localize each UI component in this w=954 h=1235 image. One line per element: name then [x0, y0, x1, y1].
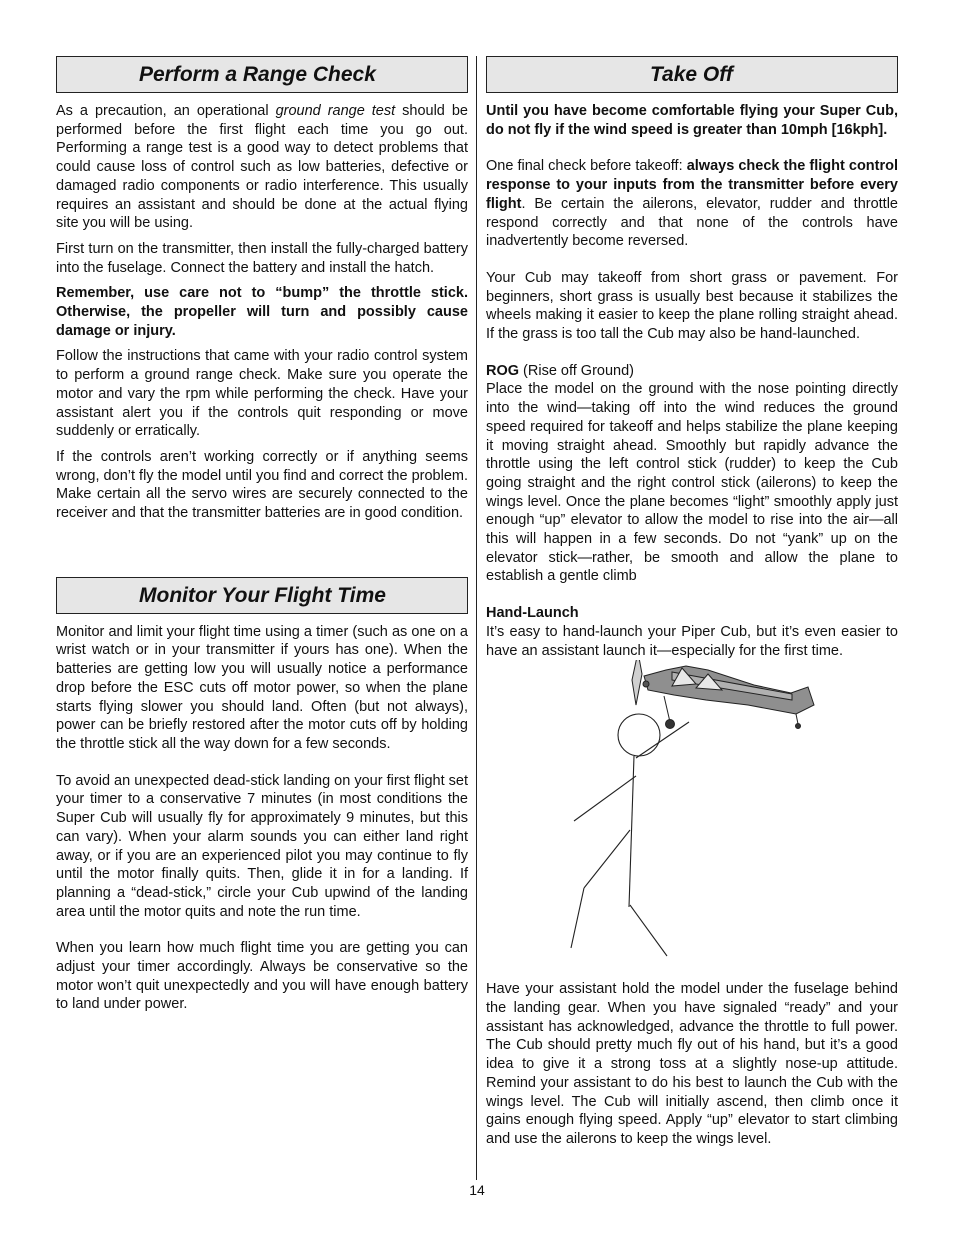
flight-time-adjust: When you learn how much flight time you are getting you can adjust your timer accordingly. Always be conservative so the motor won’t quit unexpectedly and you will have enough battery to land under power. — [56, 940, 468, 1013]
page-number: 14 — [469, 1182, 485, 1198]
rog-heading: ROG (Rise off Ground) — [486, 362, 635, 379]
range-check-step1: First turn on the transmitter, then install the fully-charged battery into the fuselage. Connect the battery and install the hatch. — [56, 240, 468, 276]
range-check-troubleshoot: If the controls aren’t working correctly or if anything seems wrong, don’t fly the model until you find and correct the problem. Make certain all the servo wires are securely connected to the receiver and that the transmitter batteries are in good condition. — [56, 448, 468, 522]
figure-right-leg — [630, 905, 667, 956]
takeoff-surface: Your Cub may takeoff from short grass or pavement. For beginners, short grass is usually best because it stabilizes the wheels making it easier to keep the plane rolling straight ahead. If the grass is too tall the Cub may also be hand-launched. — [486, 269, 898, 343]
hand-launch-illustration — [486, 660, 898, 980]
wind-warning: Until you have become comfortable flying your Super Cub, do not fly if the wind speed is greater than 10mph [16kph]. — [486, 103, 898, 138]
flight-time-intro: Monitor and limit your flight time using a timer (such as one on a wrist watch or in your transmitter if yours has one). When the batteries are getting low you will usually notice a performance drop before the ESC cuts off motor power, so when the plane starts flying slower you should land. Often (but not always), power can be briefly restored after the motor cuts off by holding the throttle stick all the way down for a few seconds. — [56, 623, 468, 752]
figure-right-arm — [636, 722, 689, 758]
take-off-heading: Take Off — [486, 56, 898, 93]
assistant-launch-instructions: Have your assistant hold the model under the fuselage behind the landing gear. When you have signaled “ready” and your assistant has acknowledged, advance the throttle to full power. The Cub should pretty much fly out of his hand, but it’s a good idea to give it a strong toss at a slightly nose-up attitude. Remind your assistant to do his best to launch the Cub with the wings level. The Cub will initially ascend, then climb once it gains enough flying speed. Apply “up” elevator to start climbing and use the ailerons to keep the wings level. — [486, 981, 898, 1147]
range-check-intro: As a precaution, an operational ground range test should be performed before the first flight each time you go out. Performing a range test is a good way to detect problems that could cause loss of control such as low batteries, defective or damaged radio components or radio interference. This usually requires an assistant and should be done at the actual flying site you will be using. — [56, 103, 468, 232]
rog-instructions: Place the model on the ground with the nose pointing directly into the wind—taking off into the wind reduces the ground speed required for takeoff and helps stabilize the plane keeping it moving straight ahead. Smoothly but rapidly advance the throttle using the left control stick (rudder) to keep the Cub going straight and the right control stick (ailerons) to keep the wings level. Once the plane becomes “light” smoothly apply just enough “up” elevator to allow the model to rise into the air—all this will happen in a few seconds. Do not “yank” up on the elevator stick—rather, be smooth and allow the plane to establish a gentle climb — [486, 381, 898, 585]
final-check: One final check before takeoff: always check the flight control response to your inputs from the transmitter before every flight. Be certain the ailerons, elevator, rudder and throttle respond correctly and that none of the controls have inadvertently become reversed. — [486, 158, 899, 250]
figure-left-arm — [574, 776, 636, 821]
range-check-procedure: Follow the instructions that came with your radio control system to perform a ground range check. Make sure you operate the motor and vary the rpm while performing the check. Have your assistant alert you if the controls quit responding or move suddenly or erratically. — [56, 348, 468, 440]
range-check-heading: Perform a Range Check — [56, 56, 468, 93]
right-column — [486, 56, 898, 1149]
flight-time-heading: Monitor Your Flight Time — [56, 577, 468, 614]
piper-cub-airplane — [632, 660, 814, 729]
figure-left-upper-leg — [584, 830, 630, 888]
throttle-warning: Remember, use care not to “bump” the throttle stick. Otherwise, the propeller will turn and possibly cause damage or injury. — [56, 285, 468, 339]
left-column — [56, 56, 468, 1014]
stick-figure-launch-drawing — [486, 660, 898, 980]
column-divider — [476, 56, 477, 1180]
figure-left-lower-leg — [571, 888, 584, 948]
hand-launch-heading: Hand-Launch — [486, 605, 579, 622]
figure-head — [618, 714, 660, 756]
flight-time-deadstick: To avoid an unexpected dead-stick landing on your first flight set your timer to a conservative 7 minutes (in most conditions the Super Cub will usually fly for approximately 9 minutes, but this can vary). When your alarm sounds you can either land right away, or if you are an experienced pilot you may continue to fly until the motor finally quits. Then, glide it in for a landing. If planning a “dead-stick,” circle your Cub upwind of the landing area until the motor quits and note the run time. — [56, 772, 468, 920]
hand-launch-intro: It’s easy to hand-launch your Piper Cub, but it’s even easier to have an assistant launch it—especially for the first time. — [486, 623, 898, 659]
